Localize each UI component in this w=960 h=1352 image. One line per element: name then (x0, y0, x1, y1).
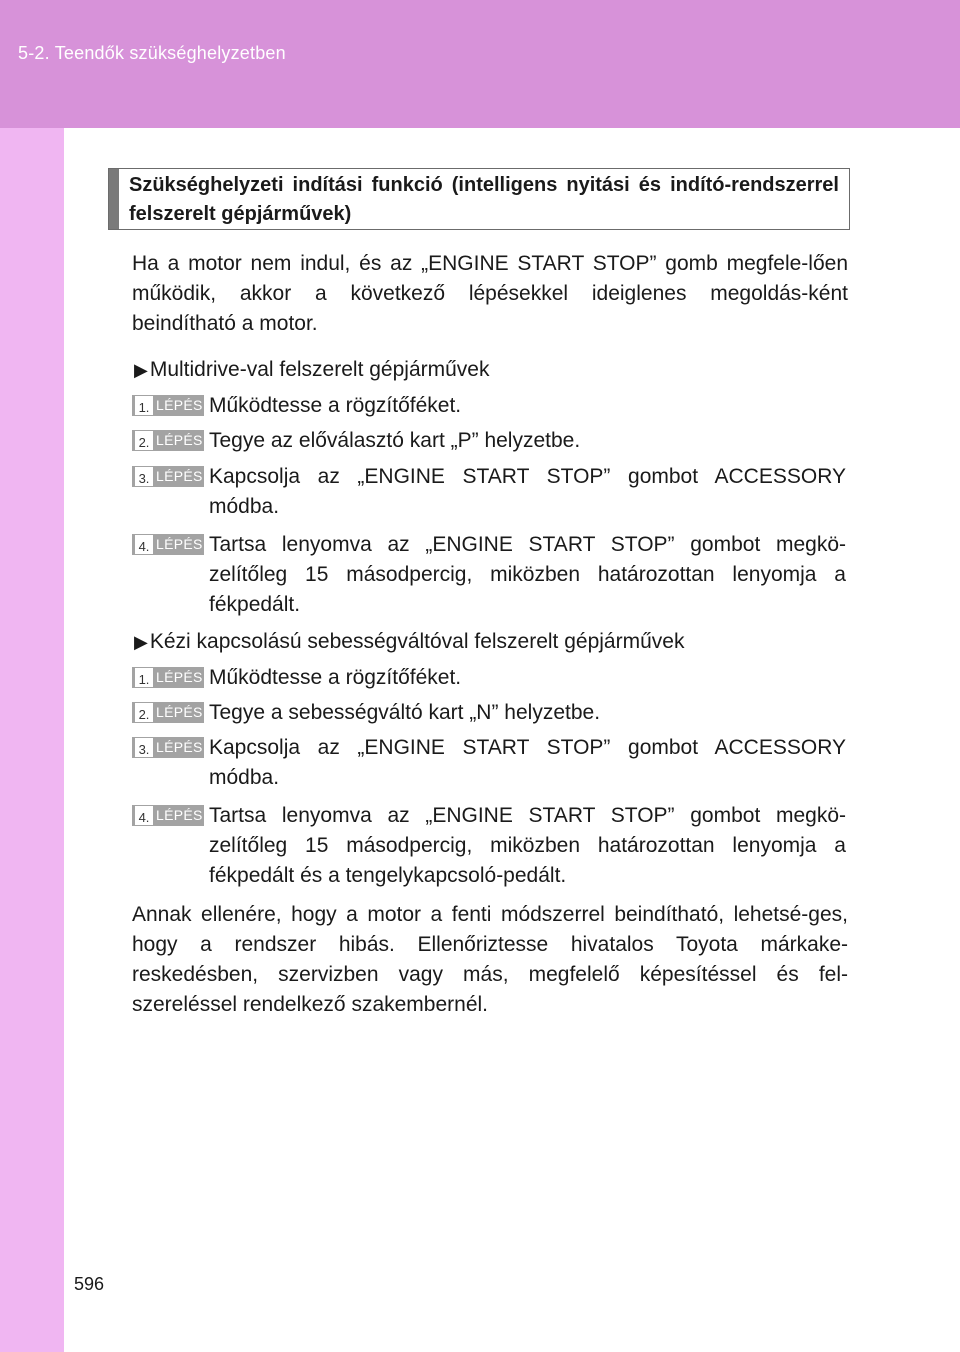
step-text: Tartsa lenyomva az „ENGINE START STOP” gombot megkö-zelítőleg 15 másodpercig, miközben határozottan lenyomja a fékpedált és a tengelykapcsoló-pedált. (209, 804, 846, 887)
step-number: 4. (134, 805, 154, 826)
chapter-title: 5-2. Teendők szükséghelyzetben (18, 43, 286, 63)
step-badge-label: LÉPÉS (156, 536, 203, 552)
step-number: 4. (134, 534, 154, 555)
step-text: Működtesse a rögzítőféket. (209, 666, 462, 689)
multidrive-heading (134, 355, 489, 385)
step-number: 1. (134, 667, 154, 688)
step-number: 1. (134, 395, 154, 416)
step-text: Tegye az előválasztó kart „P” helyzetbe. (209, 429, 581, 452)
step-badge (132, 534, 204, 555)
step-text: Kapcsolja az „ENGINE START STOP” gombot ACCESSORY módba. (209, 736, 846, 789)
multidrive-heading-text: Multidrive-val felszerelt gépjárművek (149, 358, 490, 381)
step-badge-label: LÉPÉS (156, 739, 203, 755)
header-band (0, 0, 960, 128)
triangle-right-icon: ▶ (134, 632, 148, 652)
step-badge (132, 702, 204, 723)
step-number: 2. (134, 702, 154, 723)
step-text: Tartsa lenyomva az „ENGINE START STOP” gombot megkö-zelítőleg 15 másodpercig, miközben határozottan lenyomja a fékpedált. (209, 533, 846, 616)
step-badge (132, 395, 204, 416)
step-text: Tegye a sebességváltó kart „N” helyzetbe. (209, 701, 601, 724)
step-badge-label: LÉPÉS (156, 397, 203, 413)
side-band (0, 128, 64, 1352)
intro-paragraph: Ha a motor nem indul, és az „ENGINE START STOP” gomb megfele-lően működik, akkor a következő lépésekkel ideiglenes megoldás-ként beindítható a motor. (132, 252, 848, 335)
step-text: Kapcsolja az „ENGINE START STOP” gombot ACCESSORY módba. (209, 465, 846, 518)
triangle-right-icon: ▶ (134, 360, 148, 380)
step-badge-label: LÉPÉS (156, 704, 203, 720)
step-number: 3. (134, 466, 154, 487)
section-title-box (108, 168, 850, 230)
step-badge (132, 737, 204, 758)
manual-heading (134, 627, 684, 657)
step-badge (132, 667, 204, 688)
step-badge (132, 805, 204, 826)
section-title: Szükséghelyzeti indítási funkció (intelligens nyitási és indító-rendszerrel felszerelt gépjárművek) (129, 174, 839, 225)
step-text: Működtesse a rögzítőféket. (209, 394, 462, 417)
step-badge (132, 466, 204, 487)
section-accent-bar (109, 169, 119, 229)
step-number: 3. (134, 737, 154, 758)
step-badge (132, 430, 204, 451)
closing-paragraph: Annak ellenére, hogy a motor a fenti módszerrel beindítható, lehetsé-ges, hogy a rendszer hibás. Ellenőriztesse hivatalos Toyota márkake-reskedésben, szervizben vagy más, megfelelő képesítéssel és fel-szereléssel rendelkező szakembernél. (132, 903, 848, 1016)
step-badge-label: LÉPÉS (156, 807, 203, 823)
step-badge-label: LÉPÉS (156, 468, 203, 484)
step-badge-label: LÉPÉS (156, 669, 203, 685)
page-number: 596 (74, 1274, 105, 1294)
manual-heading-text: Kézi kapcsolású sebességváltóval felszerelt gépjárművek (149, 630, 685, 653)
step-number: 2. (134, 430, 154, 451)
step-badge-label: LÉPÉS (156, 432, 203, 448)
